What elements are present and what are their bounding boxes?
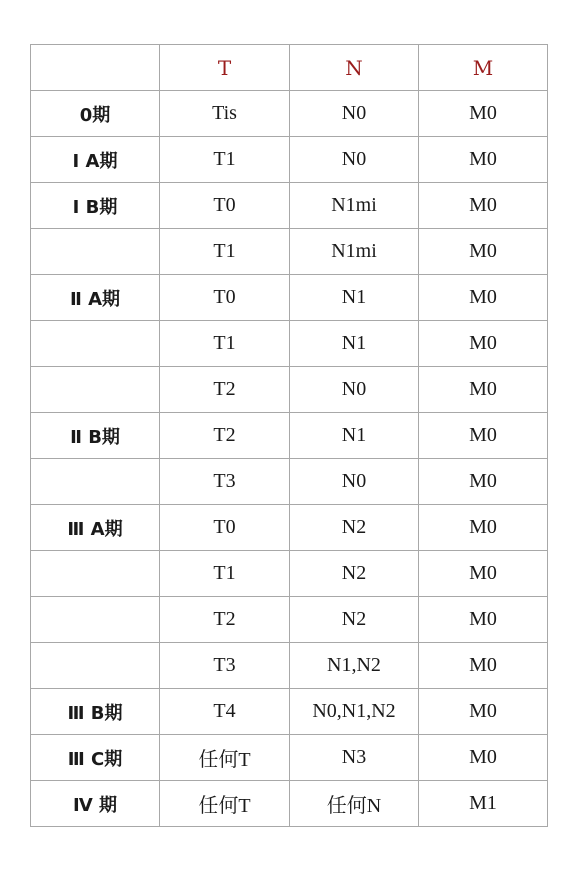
m-cell: M0 xyxy=(419,229,548,275)
n-cell: N1 xyxy=(290,321,419,367)
stage-cell: Ⅳ 期 xyxy=(31,781,160,827)
t-cell: T1 xyxy=(160,229,290,275)
table-body xyxy=(31,91,548,827)
table-row xyxy=(31,413,548,459)
t-cell: T2 xyxy=(160,597,290,643)
stage-cell xyxy=(31,459,160,505)
n-cell: N3 xyxy=(290,735,419,781)
m-cell: M0 xyxy=(419,505,548,551)
table-row xyxy=(31,91,548,137)
m-cell: M0 xyxy=(419,183,548,229)
t-cell: T2 xyxy=(160,367,290,413)
m-cell: M0 xyxy=(419,735,548,781)
t-cell: T0 xyxy=(160,183,290,229)
stage-cell: Ⅰ A期 xyxy=(31,137,160,183)
n-cell: N1mi xyxy=(290,183,419,229)
t-cell: Tis xyxy=(160,91,290,137)
table-row xyxy=(31,781,548,827)
n-cell: N2 xyxy=(290,551,419,597)
tnm-staging-table xyxy=(30,44,548,827)
tnm-staging-table-container xyxy=(30,44,547,827)
stage-cell xyxy=(31,643,160,689)
stage-cell: Ⅲ C期 xyxy=(31,735,160,781)
stage-cell: Ⅱ A期 xyxy=(31,275,160,321)
n-cell: N0,N1,N2 xyxy=(290,689,419,735)
m-cell: M1 xyxy=(419,781,548,827)
n-cell: N1,N2 xyxy=(290,643,419,689)
n-cell: N1mi xyxy=(290,229,419,275)
m-cell: M0 xyxy=(419,137,548,183)
n-cell: N0 xyxy=(290,459,419,505)
header-m: M xyxy=(419,45,548,91)
stage-cell xyxy=(31,597,160,643)
stage-cell xyxy=(31,551,160,597)
header-t: T xyxy=(160,45,290,91)
n-cell: N0 xyxy=(290,367,419,413)
stage-cell: Ⅲ A期 xyxy=(31,505,160,551)
m-cell: M0 xyxy=(419,597,548,643)
t-cell: 任何T xyxy=(160,735,290,781)
t-cell: T0 xyxy=(160,505,290,551)
t-cell: T1 xyxy=(160,551,290,597)
t-cell: T3 xyxy=(160,643,290,689)
table-row xyxy=(31,735,548,781)
table-row xyxy=(31,505,548,551)
m-cell: M0 xyxy=(419,551,548,597)
m-cell: M0 xyxy=(419,689,548,735)
table-row xyxy=(31,459,548,505)
stage-cell xyxy=(31,367,160,413)
header-stage xyxy=(31,45,160,91)
table-row xyxy=(31,551,548,597)
table-row xyxy=(31,367,548,413)
t-cell: T4 xyxy=(160,689,290,735)
n-cell: N1 xyxy=(290,413,419,459)
header-row xyxy=(31,45,548,91)
stage-cell: 0期 xyxy=(31,91,160,137)
table-row xyxy=(31,689,548,735)
m-cell: M0 xyxy=(419,459,548,505)
table-row xyxy=(31,137,548,183)
stage-cell: Ⅱ B期 xyxy=(31,413,160,459)
m-cell: M0 xyxy=(419,321,548,367)
stage-cell xyxy=(31,229,160,275)
t-cell: T1 xyxy=(160,321,290,367)
m-cell: M0 xyxy=(419,367,548,413)
table-row xyxy=(31,229,548,275)
table-row xyxy=(31,643,548,689)
t-cell: T3 xyxy=(160,459,290,505)
t-cell: T2 xyxy=(160,413,290,459)
t-cell: T1 xyxy=(160,137,290,183)
n-cell: 任何N xyxy=(290,781,419,827)
n-cell: N0 xyxy=(290,137,419,183)
table-row xyxy=(31,597,548,643)
n-cell: N0 xyxy=(290,91,419,137)
m-cell: M0 xyxy=(419,413,548,459)
n-cell: N2 xyxy=(290,597,419,643)
table-row xyxy=(31,321,548,367)
t-cell: T0 xyxy=(160,275,290,321)
m-cell: M0 xyxy=(419,643,548,689)
table-row xyxy=(31,275,548,321)
n-cell: N2 xyxy=(290,505,419,551)
m-cell: M0 xyxy=(419,275,548,321)
table-row xyxy=(31,183,548,229)
stage-cell: Ⅰ B期 xyxy=(31,183,160,229)
m-cell: M0 xyxy=(419,91,548,137)
t-cell: 任何T xyxy=(160,781,290,827)
stage-cell: Ⅲ B期 xyxy=(31,689,160,735)
n-cell: N1 xyxy=(290,275,419,321)
stage-cell xyxy=(31,321,160,367)
header-n: N xyxy=(290,45,419,91)
